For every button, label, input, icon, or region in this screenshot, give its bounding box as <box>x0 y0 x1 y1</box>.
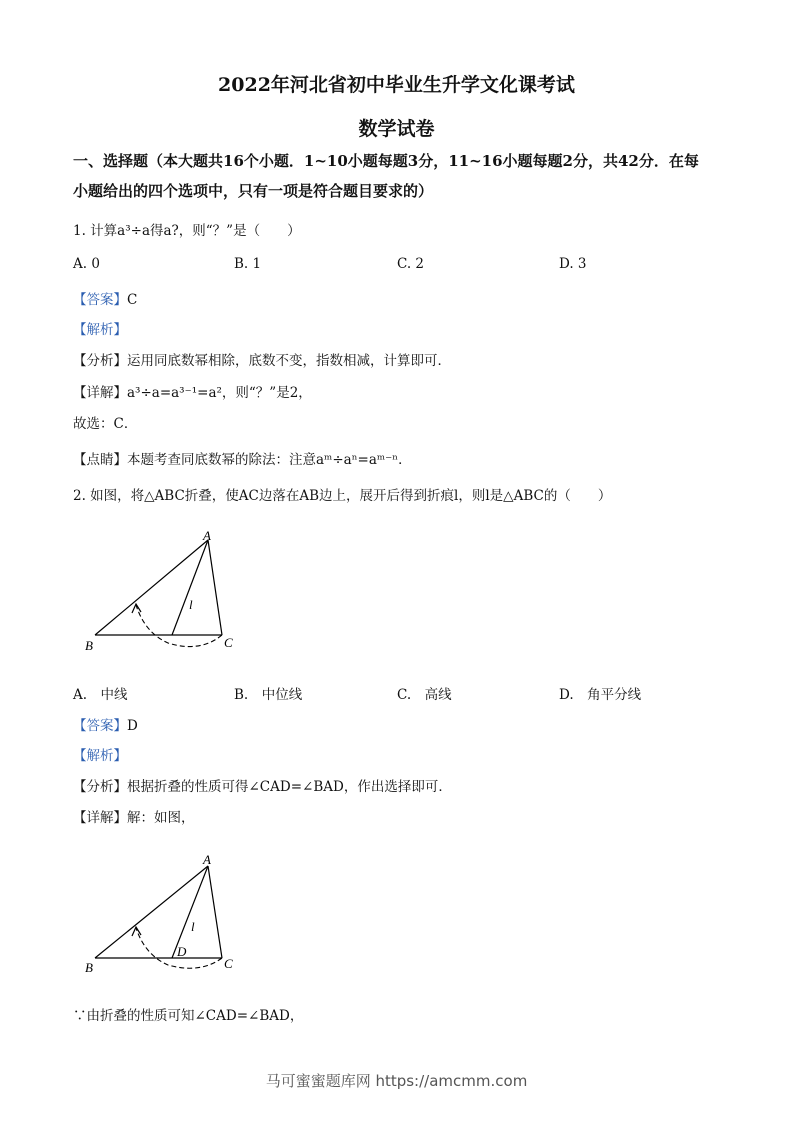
q1-answer <box>73 288 137 308</box>
q2-solution-figure <box>80 848 250 978</box>
detail-text: 解：如图， <box>127 810 195 826</box>
detail-text: a³÷a=a³⁻¹=a²，则“？”是2， <box>127 385 312 401</box>
label-a: A <box>203 528 211 543</box>
q2-stem: 2. 如图，将△ABC折叠，使AC边落在AB边上，展开后得到折痕l，则l是△ABC的（ ） <box>73 488 612 504</box>
answer-value: D <box>127 718 138 734</box>
q1-analysis <box>73 349 451 369</box>
q2-option-d: D. 角平分线 <box>559 687 642 703</box>
q2-triangle-figure <box>80 525 250 655</box>
q1-choice: 故选：C． <box>73 416 138 432</box>
label-d: D <box>177 944 187 959</box>
comment-text: 本题考查同底数幂的除法：注意aᵐ÷aⁿ=aᵐ⁻ⁿ． <box>127 452 412 468</box>
section-heading-line1: 一、选择题（本大题共16个小题．1~10小题每题3分，11~16小题每题2分，共42分．在每 <box>73 152 699 170</box>
q1-option-a: A. 0 <box>73 256 100 272</box>
page-subtitle: 数学试卷 <box>358 118 435 140</box>
detail-tag: 【详解】 <box>73 810 127 826</box>
q1-option-c: C. 2 <box>397 256 425 272</box>
section-heading-line2: 小题给出的四个选项中，只有一项是符合题目要求的） <box>73 182 434 200</box>
q1-stem: 1. 计算a³÷a得a?，则“？”是（ ） <box>73 223 301 239</box>
detail-tag: 【详解】 <box>73 385 127 401</box>
answer-tag: 【答案】 <box>73 718 127 734</box>
answer-tag: 【答案】 <box>73 292 127 308</box>
comment-tag: 【点睛】 <box>73 452 127 468</box>
q1-jiexi-tag: 【解析】 <box>73 322 127 338</box>
label-b: B <box>85 638 93 653</box>
q2-option-a: A. 中线 <box>73 687 128 703</box>
label-b: B <box>85 960 93 975</box>
label-l: l <box>189 597 193 612</box>
q2-option-c: C. 高线 <box>397 687 452 703</box>
page-title: 2022年河北省初中毕业生升学文化课考试 <box>218 74 575 96</box>
q1-option-d: D. 3 <box>559 256 587 272</box>
label-c: C <box>224 635 233 650</box>
label-a: A <box>203 852 211 867</box>
q1-comment <box>73 448 412 468</box>
footer-watermark: 马可蜜蜜题库网 https://amcmm.com <box>265 1072 528 1090</box>
q2-answer <box>73 714 138 734</box>
label-l: l <box>191 919 195 934</box>
q1-option-b: B. 1 <box>234 256 262 272</box>
analysis-text: 根据折叠的性质可得∠CAD=∠BAD，作出选择即可． <box>127 779 452 795</box>
q1-detail <box>73 381 312 401</box>
label-c: C <box>224 956 233 971</box>
q2-detail <box>73 806 195 826</box>
q2-option-b: B. 中位线 <box>234 687 303 703</box>
analysis-tag: 【分析】 <box>73 779 127 795</box>
analysis-text: 运用同底数幂相除，底数不变，指数相减，计算即可． <box>127 353 451 369</box>
analysis-tag: 【分析】 <box>73 353 127 369</box>
q2-because: ∵由折叠的性质可知∠CAD=∠BAD， <box>73 1008 304 1024</box>
answer-value: C <box>127 292 138 308</box>
q2-jiexi-tag: 【解析】 <box>73 748 127 764</box>
q2-analysis <box>73 775 452 795</box>
